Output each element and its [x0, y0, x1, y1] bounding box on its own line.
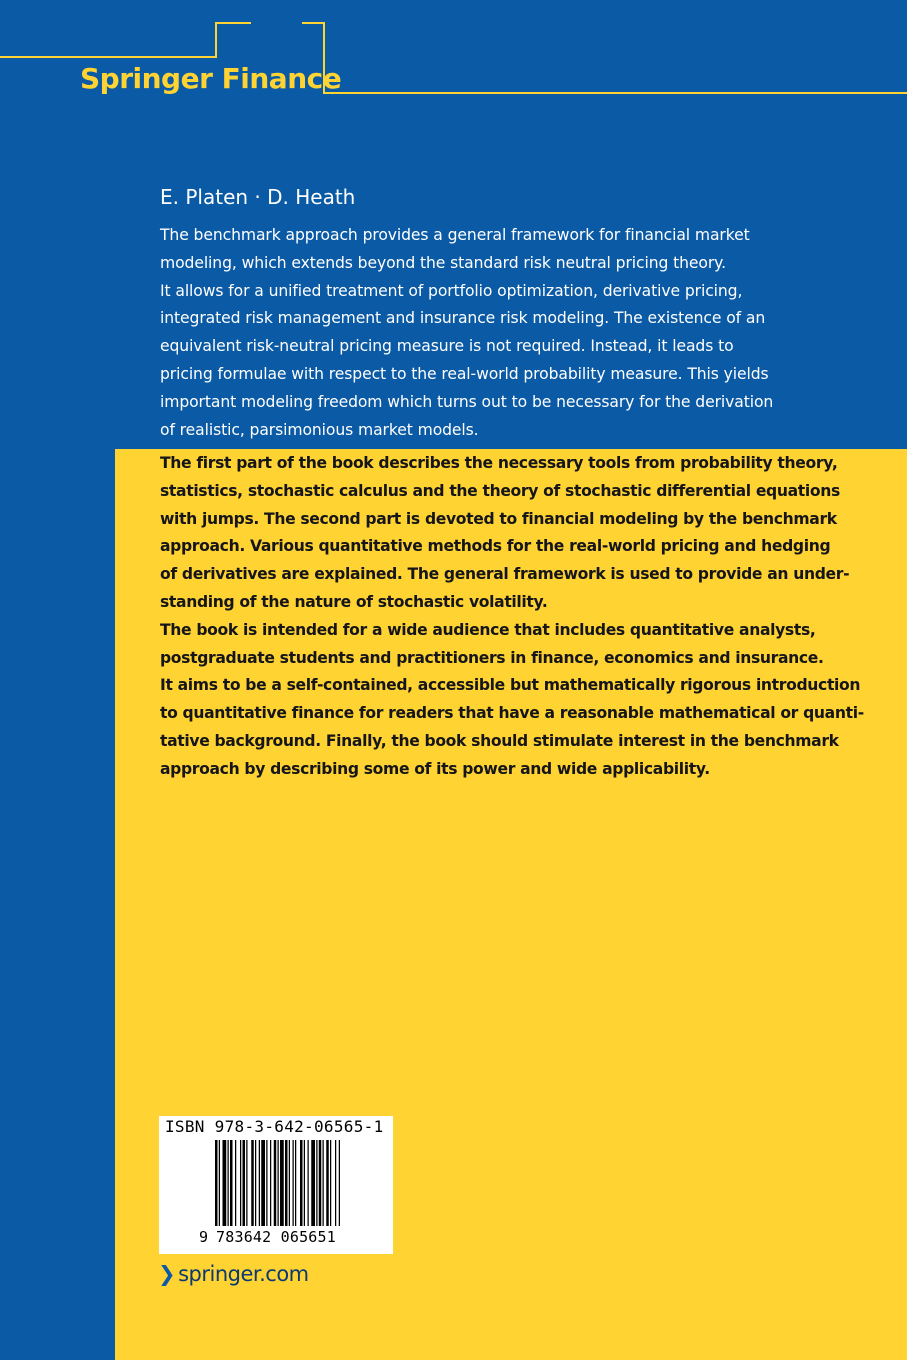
- barcode-bar: [235, 1140, 236, 1226]
- barcode-bars: [159, 1138, 393, 1230]
- barcode-bar: [323, 1140, 324, 1226]
- barcode-bar: [293, 1140, 294, 1226]
- blurb-line: The benchmark approach provides a general framework for financial market: [160, 226, 750, 244]
- barcode-bar: [280, 1140, 284, 1226]
- barcode-bar: [295, 1140, 296, 1226]
- barcode-bar: [255, 1140, 256, 1226]
- blurb-line: standing of the nature of stochastic volatility.: [160, 592, 548, 611]
- authors: E. Platen · D. Heath: [160, 185, 356, 209]
- barcode-bar: [326, 1140, 329, 1226]
- blurb-line: integrated risk management and insurance risk modeling. The existence of an: [160, 309, 766, 328]
- blurb-line: It allows for a unified treatment of portfolio optimization, derivative pricing,: [160, 281, 743, 300]
- blurb-line: tative background. Finally, the book should stimulate interest in the benchmark: [160, 731, 839, 750]
- blurb-line: equivalent risk-neutral pricing measure is not required. Instead, it leads to: [160, 337, 734, 356]
- ean-digits: 783642 065651: [216, 1228, 336, 1246]
- barcode-bar: [285, 1140, 288, 1226]
- barcode-bar: [251, 1140, 254, 1226]
- barcode-bar: [330, 1140, 331, 1226]
- blurb-line: modeling, which extends beyond the standard risk neutral pricing theory.: [160, 253, 726, 272]
- blurb-line: approach by describing some of its power and wide applicability.: [160, 759, 710, 778]
- barcode-bar: [270, 1140, 271, 1226]
- barcode-bar: [240, 1140, 241, 1226]
- blurb-line: pricing formulae with respect to the real-world probability measure. This yields: [160, 364, 769, 383]
- isbn-barcode: [159, 1116, 393, 1254]
- chevron-right-icon: ❯: [158, 1262, 176, 1286]
- blurb-blue: [160, 222, 800, 444]
- barcode-bar: [259, 1140, 260, 1226]
- barcode-bar: [311, 1140, 315, 1226]
- blurb-line: postgraduate students and practitioners in finance, economics and insurance.: [160, 648, 824, 667]
- barcode-bar: [230, 1140, 233, 1226]
- blurb-line: The first part of the book describes the necessary tools from probability theory,: [160, 454, 838, 472]
- blurb-line: to quantitative finance for readers that have a reasonable mathematical or quanti-: [160, 704, 864, 723]
- isbn-label: ISBN 978-3-642-06565-1: [165, 1117, 384, 1136]
- blurb-line: with jumps. The second part is devoted to financial modeling by the benchmark: [160, 509, 837, 528]
- blurb-line: It aims to be a self-contained, accessible but mathematically rigorous introduction: [160, 676, 861, 695]
- barcode-bar: [278, 1140, 279, 1226]
- blurb-yellow: [160, 450, 864, 784]
- website-label: springer.com: [178, 1262, 309, 1286]
- blurb-line: important modeling freedom which turns out to be necessary for the derivation: [160, 392, 774, 411]
- barcode-bar: [246, 1140, 247, 1226]
- blurb-line: of realistic, parsimonious market models.: [160, 420, 479, 439]
- barcode-bar: [266, 1140, 267, 1226]
- blurb-line: statistics, stochastic calculus and the theory of stochastic differential equations: [160, 481, 840, 500]
- barcode-bar: [274, 1140, 277, 1226]
- ean-prefix-digit: 9: [199, 1228, 209, 1246]
- barcode-bar: [219, 1140, 220, 1226]
- barcode-bar: [319, 1140, 322, 1226]
- barcode-bar: [316, 1140, 317, 1226]
- barcode-bar: [308, 1140, 309, 1226]
- blurb-line: approach. Various quantitative methods for the real-world pricing and hedging: [160, 537, 831, 556]
- barcode-bar: [223, 1140, 227, 1226]
- barcode-bar: [261, 1140, 265, 1226]
- barcode-bar: [300, 1140, 303, 1226]
- barcode-bar: [289, 1140, 290, 1226]
- springer-website[interactable]: [158, 1262, 309, 1286]
- barcode-bar: [215, 1140, 218, 1226]
- blurb-line: The book is intended for a wide audience that includes quantitative analysts,: [160, 620, 816, 639]
- barcode-bar: [335, 1140, 336, 1226]
- blurb-line: of derivatives are explained. The general framework is used to provide an under-: [160, 565, 850, 584]
- series-title: Springer Finance: [80, 62, 342, 95]
- barcode-bar: [304, 1140, 305, 1226]
- barcode-bar: [339, 1140, 340, 1226]
- barcode-bar: [228, 1140, 229, 1226]
- barcode-bar: [243, 1140, 246, 1226]
